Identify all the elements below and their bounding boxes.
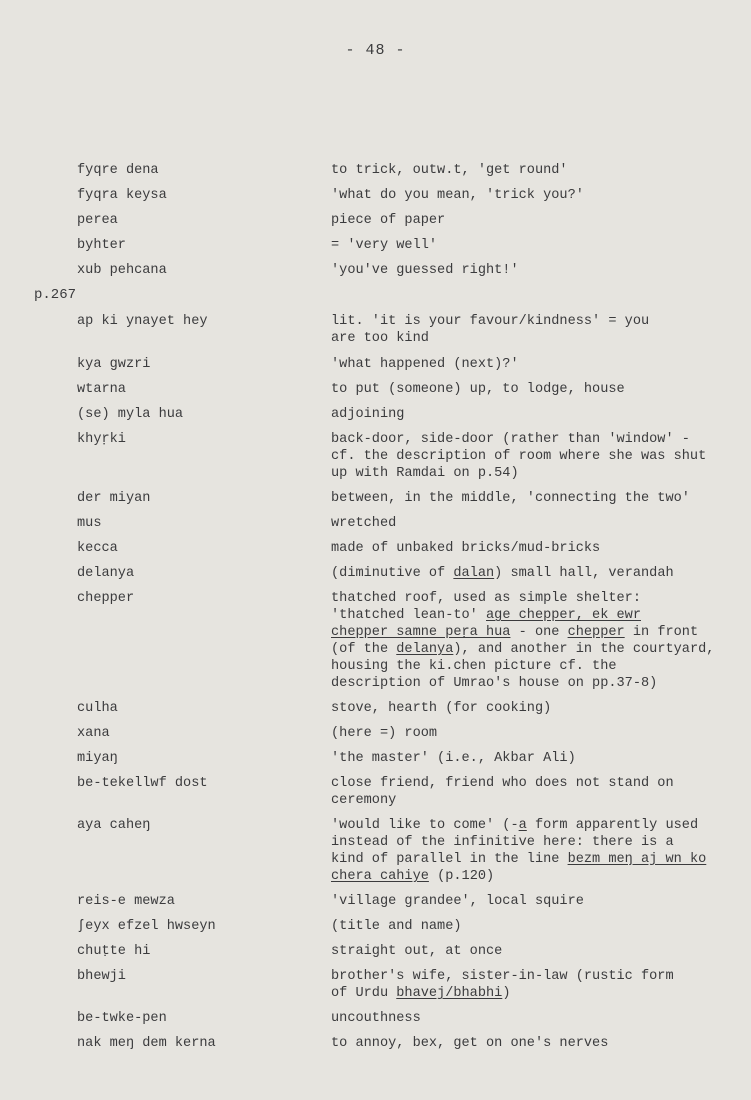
entry-term: mus — [77, 516, 102, 531]
entry-term: reis-e mewza — [77, 894, 175, 909]
entry-term: khyṛki — [77, 432, 126, 447]
entry-gloss: to put (someone) up, to lodge, house — [331, 382, 625, 397]
entry-gloss: between, in the middle, 'connecting the two' — [331, 491, 690, 506]
entry-term: be-tekellwf dost — [77, 776, 208, 791]
entry-gloss: back-door, side-door (rather than 'window' - cf. the description of room where she was shut up with Ramdai on p.54) — [331, 432, 707, 481]
underlined-urdu-phrase: age chepper, ek ewr chepper samne peṛa hua — [331, 608, 641, 640]
entry-term: fyqra keysa — [77, 188, 167, 203]
glossary-entry — [0, 893, 751, 918]
underlined-urdu-phrase: bezm meŋ aj wn ko chera cahiye — [331, 852, 707, 884]
entry-gloss: (title and name) — [331, 919, 462, 934]
entry-gloss: made of unbaked bricks/mud-bricks — [331, 541, 601, 556]
entry-gloss — [331, 590, 736, 692]
entry-gloss: adjoining — [331, 407, 405, 422]
gloss-text: ) — [502, 986, 511, 1001]
entry-term: kecca — [77, 541, 118, 556]
entry-gloss: piece of paper — [331, 213, 446, 228]
glossary-entry — [0, 590, 751, 700]
entry-term: ap ki ynayet hey — [77, 314, 208, 329]
glossary-entry — [0, 431, 751, 490]
entry-term: delanya — [77, 566, 135, 581]
entry-term: nak meŋ dem kerna — [77, 1036, 216, 1051]
gloss-text: - one — [510, 625, 568, 640]
entry-term: bhewji — [77, 969, 126, 984]
entry-term: kya gwzri — [77, 357, 151, 372]
gloss-text: ) small hall, verandah — [494, 566, 674, 581]
entry-gloss: close friend, friend who does not stand on ceremony — [331, 776, 674, 808]
underlined-urdu-term: chepper — [567, 625, 625, 640]
entry-gloss: 'the master' (i.e., Akbar Ali) — [331, 751, 576, 766]
page-reference-marker: p.267 — [34, 287, 77, 303]
glossary-entry — [0, 490, 751, 515]
entry-term: fyqre dena — [77, 163, 159, 178]
glossary-entry — [0, 1035, 751, 1060]
entry-gloss — [331, 968, 736, 1002]
entry-term: xana — [77, 726, 110, 741]
underlined-suffix: a — [518, 818, 527, 833]
entry-gloss: straight out, at once — [331, 944, 503, 959]
page-number: - 48 - — [345, 42, 406, 59]
entry-term: aya caheŋ — [77, 818, 151, 833]
entry-gloss: = 'very well' — [331, 238, 438, 253]
underlined-urdu-term: bhavej/bhabhi — [396, 986, 503, 1001]
entry-gloss: lit. 'it is your favour/kindness' = you are too kind — [331, 314, 650, 346]
entry-gloss: 'village grandee', local squire — [331, 894, 584, 909]
entry-term: perea — [77, 213, 118, 228]
glossary-entry — [0, 313, 751, 356]
entry-term: (se) myla hua — [77, 407, 184, 422]
glossary-entry — [0, 237, 751, 262]
glossary-entry — [0, 515, 751, 540]
gloss-text: in front (of the — [331, 625, 699, 657]
glossary-entry — [0, 775, 751, 817]
entry-term: wtarna — [77, 382, 126, 397]
entry-gloss: 'you've guessed right!' — [331, 263, 519, 278]
gloss-text: ), and another in the courtyard, housing the ki.chen picture cf. the description of Umrao's house on pp.37-8) — [331, 642, 715, 691]
entry-gloss: to annoy, bex, get on one's nerves — [331, 1036, 609, 1051]
entry-gloss: uncouthness — [331, 1011, 421, 1026]
glossary-entry — [0, 212, 751, 237]
entry-term: chepper — [77, 591, 135, 606]
glossary-entry — [0, 187, 751, 212]
glossary-entry — [0, 262, 751, 287]
glossary-list — [0, 162, 751, 1060]
entry-gloss: stove, hearth (for cooking) — [331, 701, 552, 716]
entry-term: miyaŋ — [77, 751, 118, 766]
glossary-entry — [0, 817, 751, 893]
entry-term: der miyan — [77, 491, 151, 506]
glossary-entry — [0, 565, 751, 590]
glossary-entry — [0, 968, 751, 1010]
glossary-entry — [0, 725, 751, 750]
entry-term: culha — [77, 701, 118, 716]
gloss-text: (p.120) — [428, 869, 495, 884]
entry-gloss: 'what happened (next)?' — [331, 357, 519, 372]
entry-gloss — [331, 565, 736, 582]
gloss-text: (diminutive of — [331, 566, 454, 581]
glossary-entry — [0, 540, 751, 565]
entry-term: xub pehcana — [77, 263, 167, 278]
entry-term: ʃeyx efzel hwseyn — [77, 919, 216, 934]
glossary-entry — [0, 162, 751, 187]
gloss-text: form apparently used instead of the infinitive here: there is a kind of parallel in the line — [331, 818, 699, 867]
glossary-entry — [0, 406, 751, 431]
entry-term: byhter — [77, 238, 126, 253]
gloss-text: 'would like to come' (- — [331, 818, 519, 833]
entry-gloss: 'what do you mean, 'trick you?' — [331, 188, 584, 203]
glossary-entry — [0, 943, 751, 968]
glossary-entry — [0, 1010, 751, 1035]
underlined-urdu-term: dalan — [453, 566, 495, 581]
entry-gloss: to trick, outw.t, 'get round' — [331, 163, 568, 178]
gloss-text: thatched roof, used as simple shelter: 'thatched lean-to' — [331, 591, 641, 623]
entry-term: chuṭte hi — [77, 944, 151, 959]
glossary-entry — [0, 700, 751, 725]
entry-term: be-twke-pen — [77, 1011, 167, 1026]
entry-gloss: (here =) room — [331, 726, 438, 741]
glossary-entry — [0, 356, 751, 381]
glossary-entry — [0, 918, 751, 943]
gloss-text: brother's wife, sister-in-law (rustic form of Urdu — [331, 969, 674, 1001]
entry-gloss — [331, 817, 736, 885]
glossary-entry — [0, 750, 751, 775]
glossary-entry — [0, 381, 751, 406]
underlined-urdu-term: delanya — [396, 642, 454, 657]
entry-gloss: wretched — [331, 516, 397, 531]
